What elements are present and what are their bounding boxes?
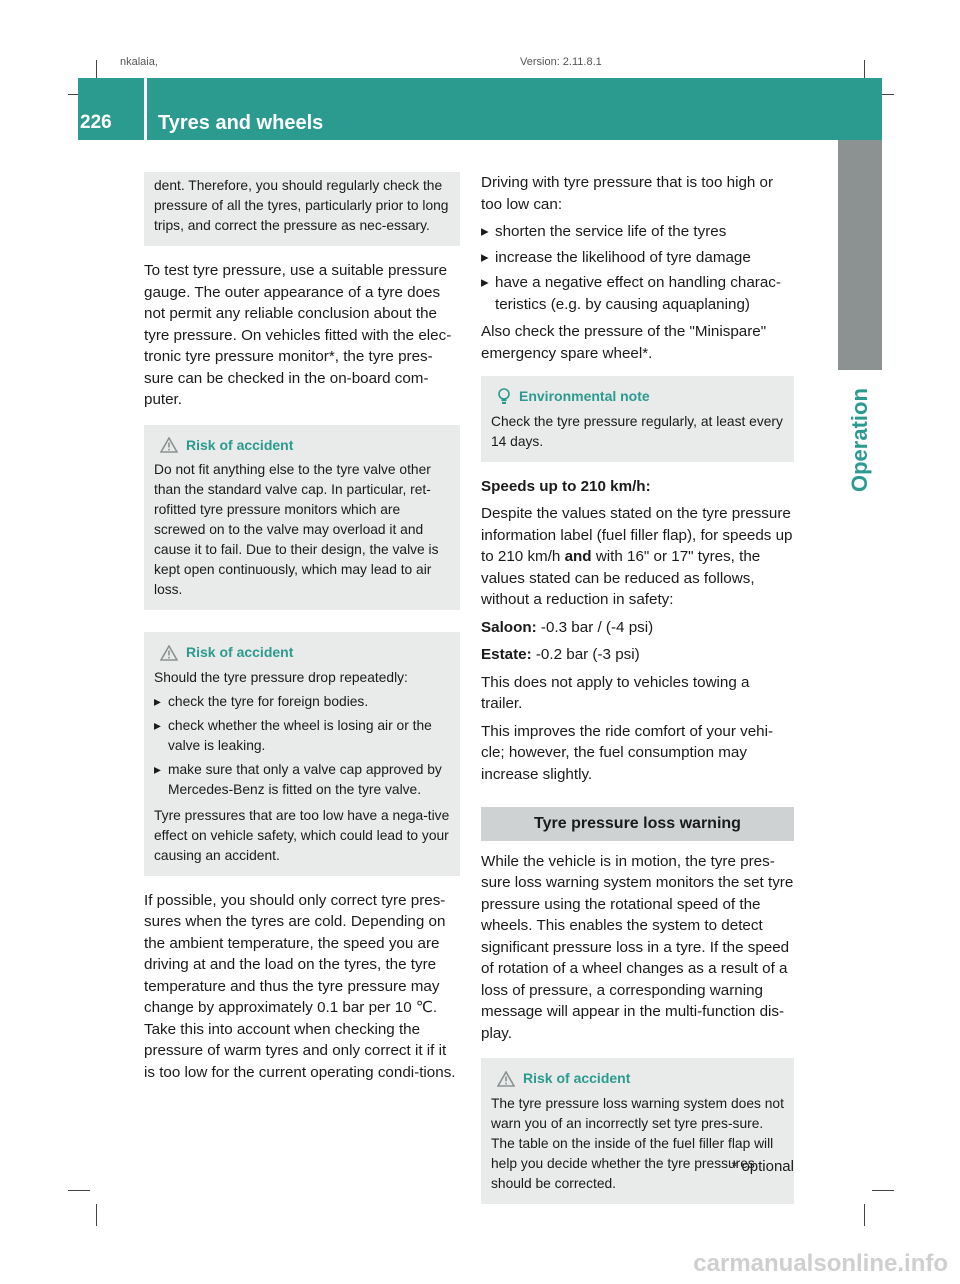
- warning-heading: [154, 429, 450, 461]
- saloon-line: [481, 617, 794, 639]
- left-column: [144, 172, 460, 1089]
- side-tab-block: [838, 140, 882, 370]
- paragraph: To test tyre pressure, use a suitable pressure gauge. The outer appearance of a tyre does not permit any reliable conclusion about the tyre pressure. On vehicles fitted with the elec-tronic tyre pressure monitor*, the tyre pres-sure can be checked in the on-board com-puter.: [144, 262, 452, 408]
- warning-box: [144, 425, 460, 611]
- watermark: carmanualsonline.info: [478, 1244, 960, 1284]
- list-item: ▸ have a negative effect on handling charac-teristics (e.g. by causing aquaplaning): [481, 272, 794, 315]
- environmental-note-title: Environmental note: [519, 388, 650, 404]
- warning-title: Risk of accident: [186, 436, 294, 453]
- bullet-list: [481, 221, 794, 315]
- list-item: ▸ increase the likelihood of tyre damage: [481, 247, 794, 269]
- paragraph: While the vehicle is in motion, the tyre pres-sure loss warning system monitors the set tyre pressure using the rotational speed of the wheels. This enables the system to detect significant pressure loss in a tyre. If the speed of rotation of a wheel changes as a result of a loss of pressure, a corresponding warning message will appear in the multi-function dis-play.: [481, 852, 794, 1042]
- list-item: ▸ check the tyre for foreign bodies.: [154, 692, 450, 712]
- page-title: Tyres and wheels: [158, 112, 324, 134]
- environmental-note-text: Check the tyre pressure regularly, at least every 14 days.: [491, 413, 783, 449]
- warning-heading: [154, 636, 450, 668]
- list-item: ▸ check whether the wheel is losing air or the valve is leaking.: [154, 716, 450, 756]
- intro-note: [144, 172, 460, 246]
- warning-heading: [491, 1062, 784, 1094]
- speeds-text-bold: and: [564, 548, 592, 565]
- paragraph: This does not apply to vehicles towing a trailer.: [481, 673, 750, 712]
- speeds-text-a: Despite the values stated on the tyre pressure information label (fuel filler flap), for speeds up to 210 km/h: [481, 505, 793, 565]
- paragraph: [481, 503, 794, 611]
- estate-line: [481, 644, 794, 666]
- warning-title: Risk of accident: [186, 644, 294, 660]
- warning-text: Do not fit anything else to the tyre valve other than the standard valve cap. In particular, ret-rofitted tyre pressure monitors which are screwed on to the valve may overload it and cause it to fail. Due to their design, the valve is kept open continuously, which may lead to air loss.: [154, 462, 439, 597]
- lightbulb-icon: [497, 388, 511, 406]
- warning-box: [481, 1058, 794, 1204]
- section-heading: Tyre pressure loss warning: [481, 807, 794, 841]
- side-tab-label: Operation: [847, 388, 872, 492]
- right-column: [481, 172, 794, 1218]
- paragraph: This improves the ride comfort of your vehi-cle; however, the fuel consumption may increase slightly.: [481, 722, 774, 783]
- list-item: ▸ shorten the service life of the tyres: [481, 221, 794, 243]
- intro-note-text: dent. Therefore, you should regularly check the pressure of all the tyres, particularly prior to long trips, and correct the pressure as nec-essary.: [154, 178, 449, 233]
- warning-intro: Should the tyre pressure drop repeatedly:: [154, 669, 408, 685]
- saloon-value: -0.3 bar / (-4 psi): [536, 618, 654, 636]
- warning-text: The tyre pressure loss warning system does not warn you of an incorrectly set tyre pres-sure. The table on the inside of the fuel filler flap will help you decide whether the tyre pressures should be corrected.: [491, 1095, 784, 1191]
- paragraph: Also check the pressure of the "Minispare" emergency spare wheel*.: [481, 323, 767, 362]
- speeds-text-b: with 16" or 17" tyres, the values stated can be reduced as follows, without a reduction in safety:: [481, 548, 761, 608]
- crop-mark: [68, 1190, 90, 1191]
- warning-bullet-list: [154, 692, 450, 800]
- footer-optional-note: * optional: [731, 1158, 794, 1175]
- warning-triangle-icon: [160, 437, 178, 453]
- environmental-note: [481, 376, 794, 462]
- crop-mark: [872, 1190, 894, 1191]
- speeds-heading: Speeds up to 210 km/h:: [481, 477, 651, 495]
- paragraph: If possible, you should only correct tyre pres-sures when the tyres are cold. Depending on the ambient temperature, the speed you are driving at and the load on the tyres, the tyre temperature and thus the tyre pressure may change by approximately 0.1 bar per 10 ℃. Take this into account when checking the pressure of warm tyres and only correct it if it is too low for the current operating condi-tions.: [144, 891, 456, 1081]
- crop-mark: [96, 1204, 97, 1226]
- warning-triangle-icon: [497, 1071, 515, 1087]
- crop-mark: [864, 1204, 865, 1226]
- warning-box: [144, 632, 460, 876]
- list-item: ▸ make sure that only a valve cap approved by Mercedes-Benz is fitted on the tyre valve.: [154, 760, 450, 800]
- print-meta-right: Version: 2.11.8.1: [520, 56, 602, 68]
- warning-text: Tyre pressures that are too low have a nega-tive effect on vehicle safety, which could lead to your causing an accident.: [154, 807, 450, 863]
- warning-triangle-icon: [160, 645, 178, 661]
- estate-label: Estate:: [481, 646, 532, 663]
- environmental-note-heading: [491, 380, 784, 412]
- paragraph: Driving with tyre pressure that is too high or too low can:: [481, 174, 774, 213]
- saloon-label: Saloon:: [481, 618, 537, 636]
- print-meta-left: nkalaia,: [120, 56, 158, 68]
- header-divider: [144, 78, 147, 140]
- warning-title: Risk of accident: [523, 1070, 631, 1086]
- estate-value: -0.2 bar (-3 psi): [531, 646, 640, 663]
- page-number: 226: [80, 112, 112, 133]
